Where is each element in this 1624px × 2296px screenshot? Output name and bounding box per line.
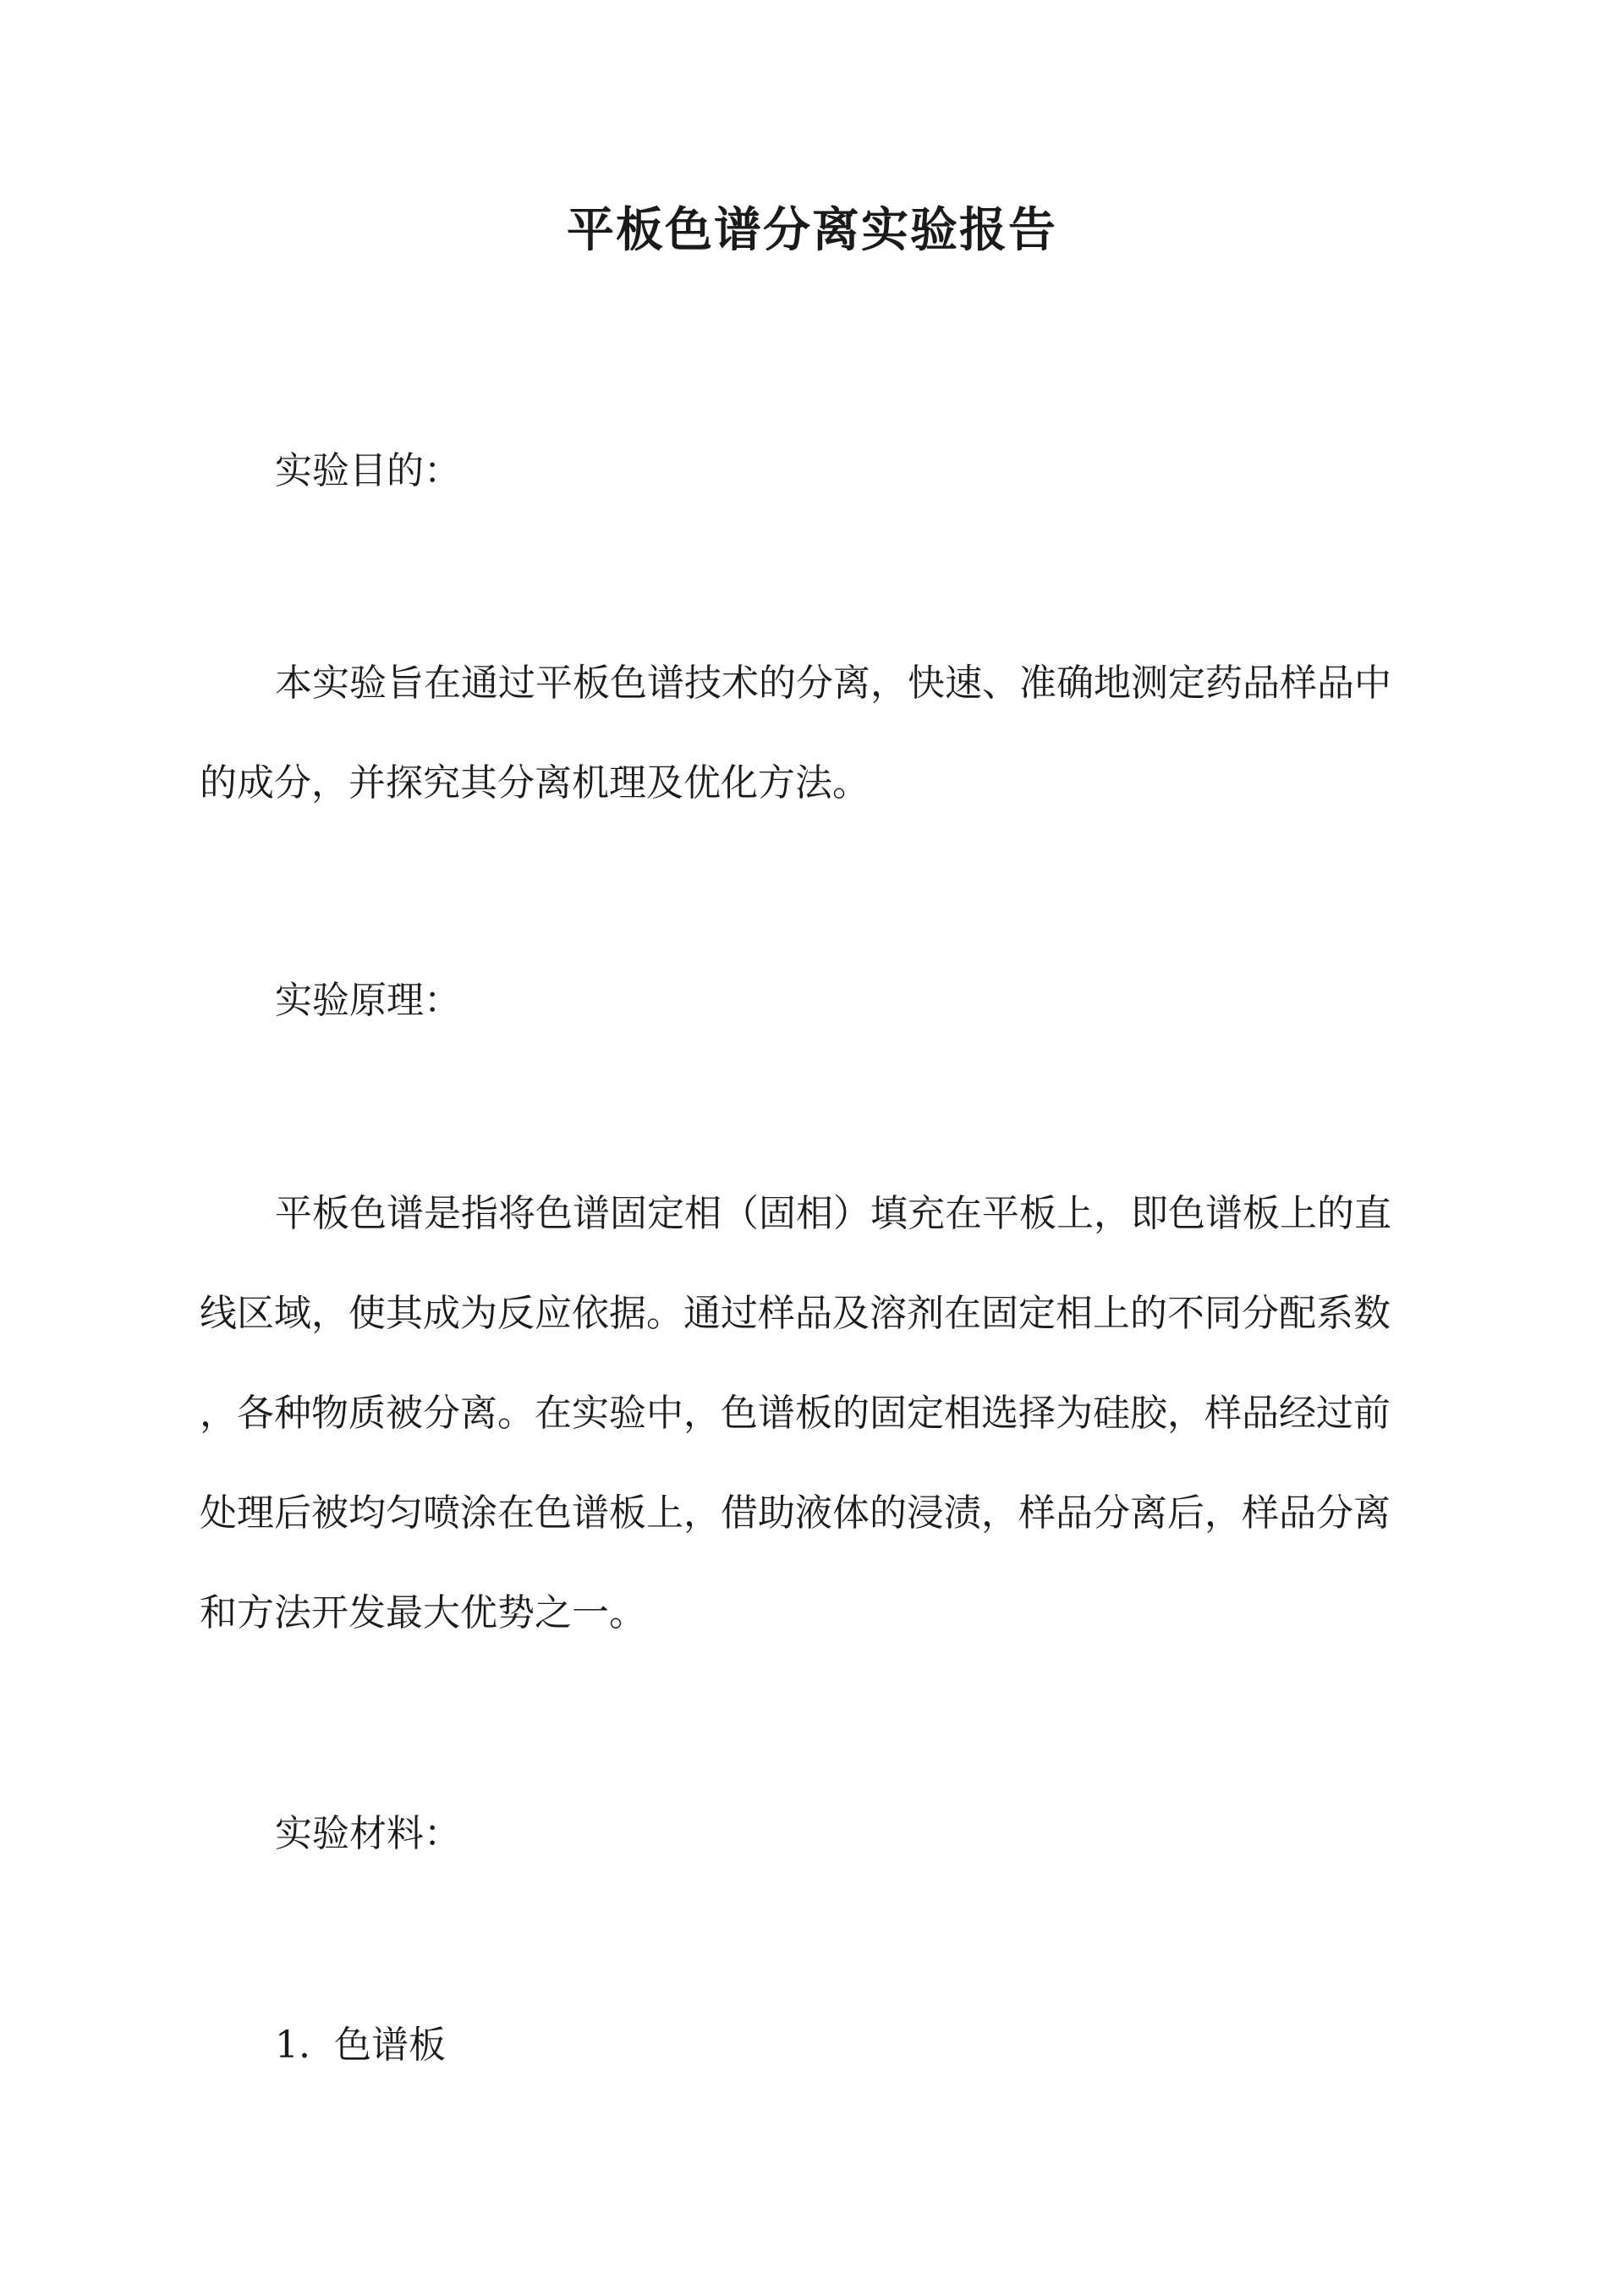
paragraph-line: 平板色谱是指将色谱固定相（固相）填充在平板上，即色谱板上的直 [275,1192,1391,1235]
paragraph-line: 本实验旨在通过平板色谱技术的分离，快速、准确地测定药品样品中 [275,662,1391,705]
paragraph-purpose [200,658,1422,858]
list-item-text: 色谱板 [334,2024,446,2067]
document-title: 平板色谱分离实验报告 [567,202,1057,258]
paragraph-principle [200,1189,1422,1688]
section-heading-materials: 实验材料： [275,1812,461,1855]
paragraph-line: 处理后被均匀喷涂在色谱板上，借助液体的浸渍，样品分离后，样品分离 [200,1491,1391,1535]
paragraph-line: ，各种物质被分离。在实验中，色谱板的固定相选择为硅胶，样品经过前 [200,1392,1391,1435]
paragraph-line: 和方法开发最大优势之一。 [200,1591,646,1634]
paragraph-line: 线区域，使其成为反应依据。通过样品及溶剂在固定相上的不同分配系数 [200,1292,1391,1335]
paragraph-line: 的成分，并探究其分离机理及优化方法。 [200,761,870,805]
list-item [275,2020,446,2071]
section-heading-principle: 实验原理： [275,979,461,1022]
section-heading-purpose: 实验目的： [275,449,461,492]
list-item-number: 1. [275,2024,310,2067]
